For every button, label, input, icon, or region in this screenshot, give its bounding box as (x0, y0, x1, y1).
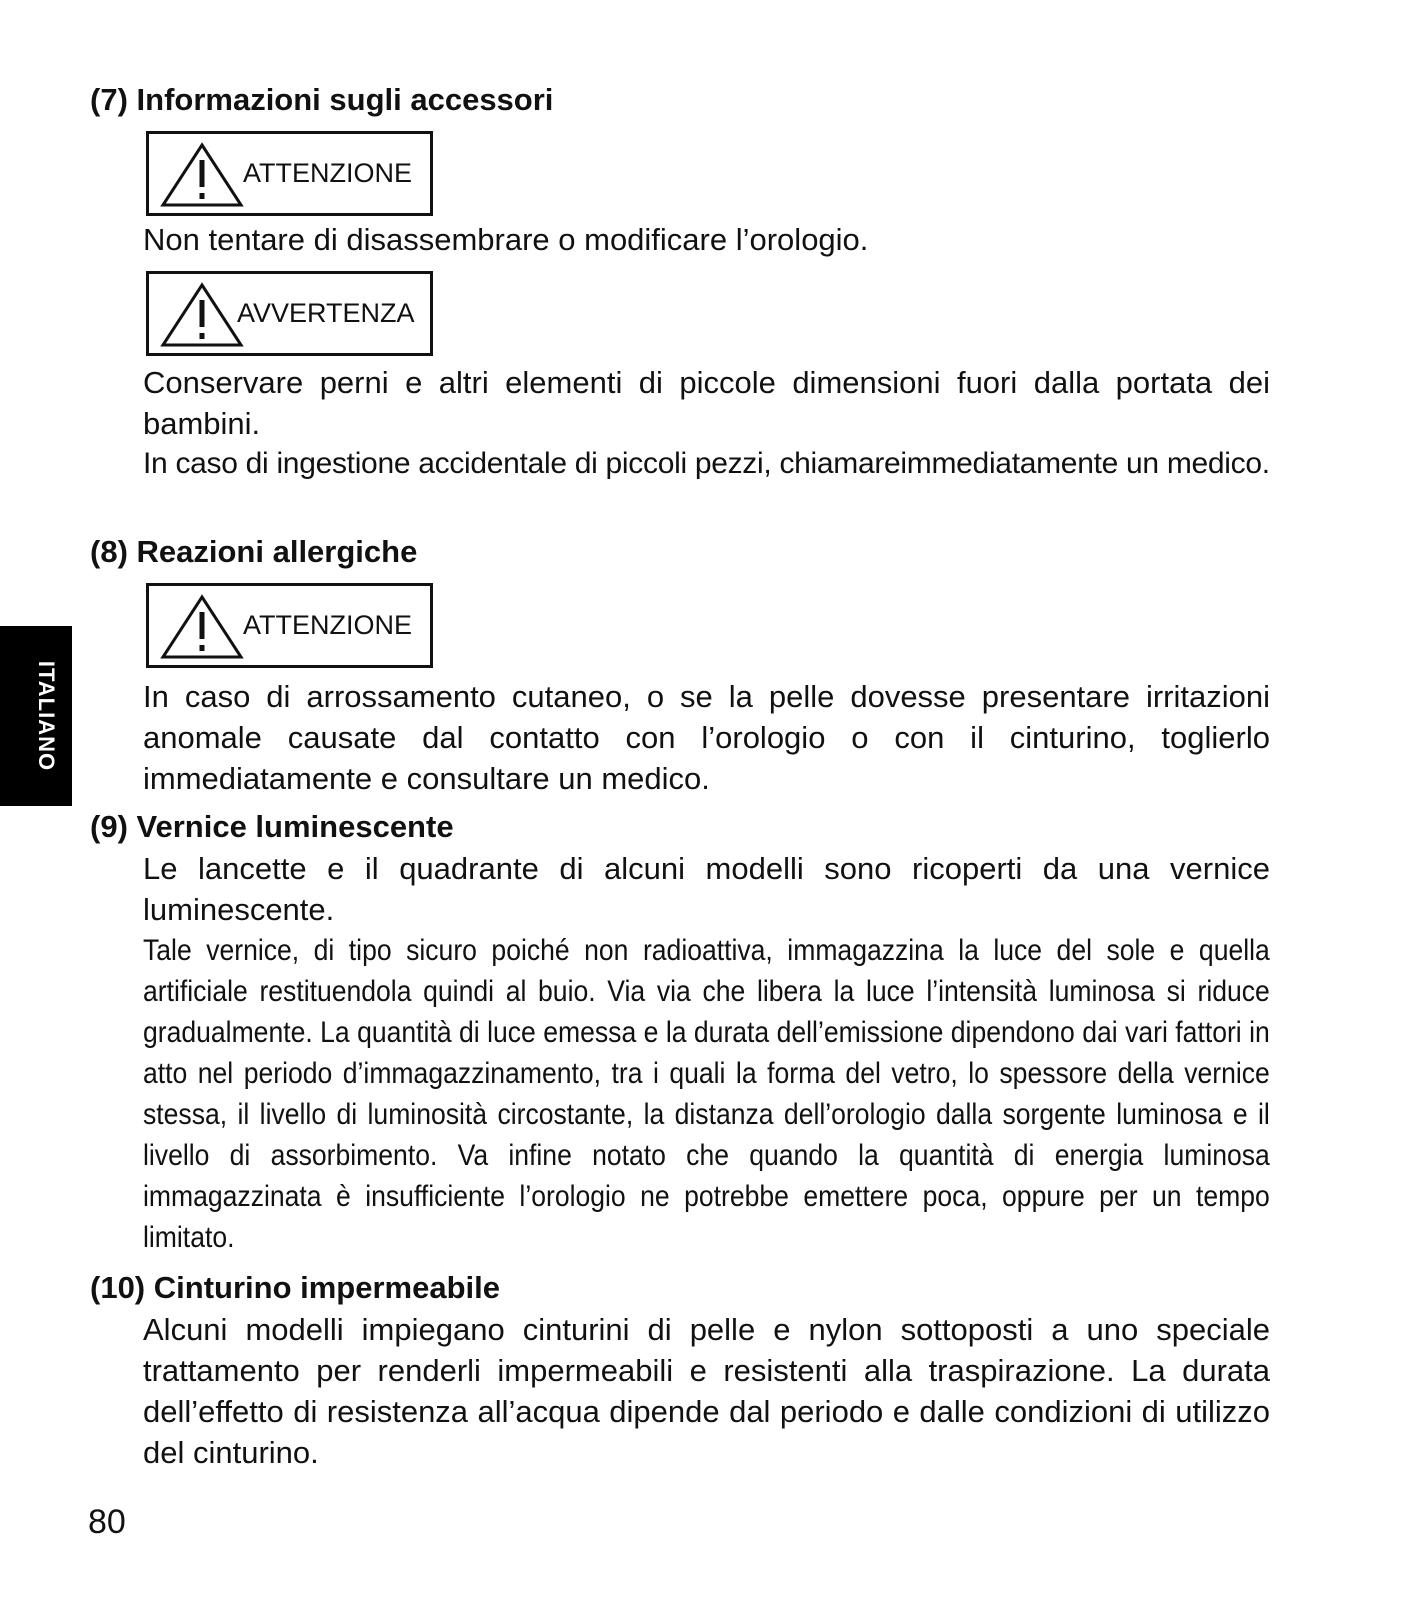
warning-triangle-icon (159, 142, 245, 208)
luminous-paint-intro: Le lancette e il quadrante di alcuni modelli sono ricoperti da una vernice luminescente. (143, 851, 1270, 927)
warning-text-7-b: In caso di ingestione accidentale di piccoli pezzi, chiamareimmediatamente un medico. (143, 447, 1270, 480)
caution-label: ATTENZIONE (243, 158, 413, 188)
warning-label: AVVERTENZA (237, 298, 415, 328)
waterproof-strap-text: Alcuni modelli impiegano cinturini di pelle e nylon sottoposti a uno speciale trattamento per renderli impermeabili e resistenti alla traspirazione. La durata dell’effetto di resistenza all’acqua dipende dal periodo e dalle condizioni di utilizzo del cinturino. (143, 1312, 1270, 1470)
warning-text-7-a: Conservare perni e altri elementi di piccole dimensioni fuori dalla portata dei bambini. (143, 365, 1270, 441)
section-10-heading (90, 1268, 500, 1308)
language-tab-label: ITALIANO (34, 660, 59, 772)
page-number: 80 (88, 1503, 126, 1541)
section-8-heading (90, 532, 417, 572)
caution-label: ATTENZIONE (243, 610, 413, 640)
section-9-heading (90, 807, 454, 847)
warning-triangle-icon (159, 282, 245, 348)
luminous-paint-details: Tale vernice, di tipo sicuro poiché non radioattiva, immagazzina la luce del sole e quella artificiale restituendola quindi al buio. Via via che libera la luce l’intensità luminosa si riduce gradualmente. La quantità di luce emessa e la durata dell’emissione dipendono dai vari fattori in atto nel periodo d’immagazzinamento, tra i quali la forma del vetro, lo spessore della vernice stessa, il livello di luminosità circostante, la distanza dell’orologio dalla sorgente luminosa e il livello di assorbimento. Va infine notato che quando la quantità di energia luminosa immagazzinata è insufficiente l’orologio ne potrebbe emettere poca, oppure per un tempo limitato. (143, 934, 1270, 1254)
section-9-number: (9) (90, 809, 128, 844)
section-9-title: Vernice luminescente (136, 809, 454, 844)
section-10-title: Cinturino impermeabile (153, 1270, 500, 1305)
section-8-title: Reazioni allergiche (136, 534, 418, 569)
section-7-heading (90, 80, 553, 120)
section-8-number: (8) (90, 534, 128, 569)
caution-box-7 (146, 131, 433, 216)
warning-box-7 (146, 271, 433, 356)
section-10-number: (10) (90, 1270, 146, 1305)
section-7-number: (7) (90, 82, 128, 117)
caution-text-7: Non tentare di disassembrare o modificare l’orologio. (143, 222, 869, 257)
caution-text-8: In caso di arrossamento cutaneo, o se la pelle dovesse presentare irritazioni anomale causate dal contatto con l’orologio o con il cinturino, toglierlo immediatamente e consultare un medico. (143, 679, 1270, 796)
section-7-title: Informazioni sugli accessori (136, 82, 554, 117)
warning-triangle-icon (159, 594, 245, 660)
caution-box-8 (146, 583, 433, 668)
